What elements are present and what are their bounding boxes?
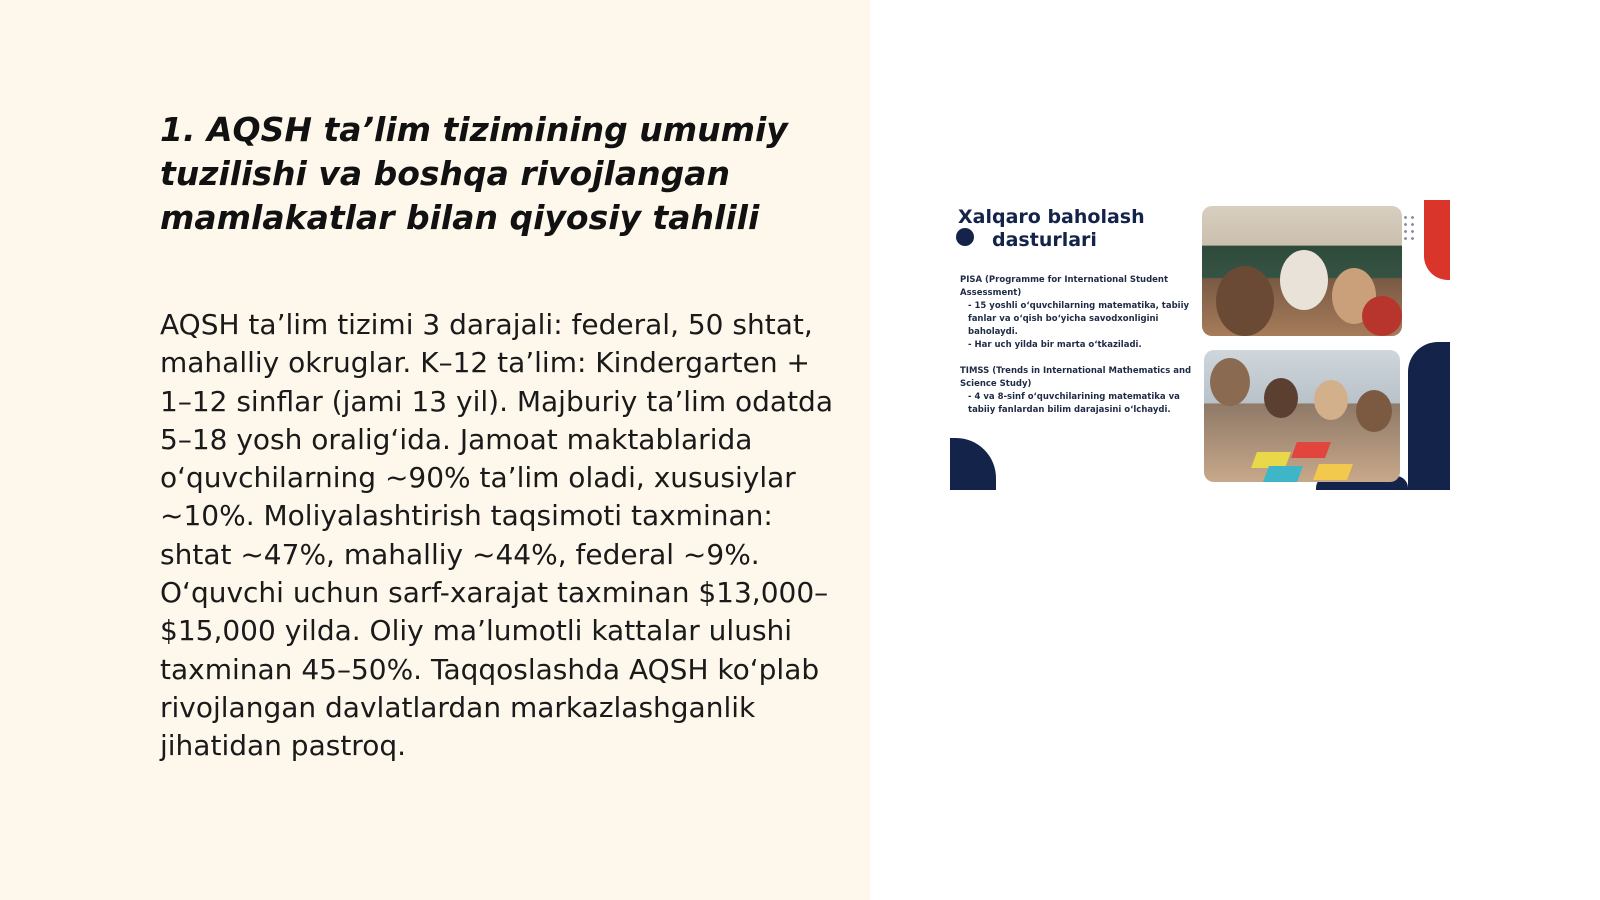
pisa-line-2: - Har uch yilda bir marta o‘tkaziladi. <box>968 340 1142 350</box>
slide-title: 1. AQSH ta’lim tizimining umumiy tuzilishi va boshqa rivojlangan mamlakatlar bilan qiyosiy tahlili <box>160 110 788 237</box>
pisa-line-1: - 15 yoshli o‘quvchilarning matematika, tabiiy fanlar va o‘qish bo‘yicha savodxonligini baholaydi. <box>968 301 1190 337</box>
pisa-heading: PISA (Programme for International Student Assessment) <box>960 275 1169 298</box>
slide-body-text: AQSH ta’lim tizimi 3 darajali: federal, 50 shtat, mahalliy okruglar. K–12 ta’lim: Kindergarten + 1–12 sinflar (jami 13 yil). Majburiy ta’lim odatda 5–18 yosh oralig‘ida. Jamoat maktablarida o‘quvchilarning ~90% ta’lim oladi, xususiylar ~10%. Moliyalashtirish taqsimoti taxminan: shtat ~47%, mahalliy ~44%, federal ~9%. O‘quvchi uchun sarf-xarajat taxminan $13,000–$15,000 yilda. Oliy ma’lumotli kattalar ulushi taxminan 45–50%. Taqqoslashda AQSH ko‘plab rivojlangan davlatlardan markazlashganlik jihatidan pastroq. <box>160 308 833 763</box>
image-title <box>958 206 1198 252</box>
navy-shape-decoration <box>1408 342 1450 490</box>
red-shape-decoration <box>1424 200 1450 280</box>
image-title-line-2: dasturlari <box>992 229 1097 251</box>
students-group-photo <box>1204 350 1400 482</box>
classroom-photo <box>1202 206 1402 336</box>
timss-heading: TIMSS (Trends in International Mathematics and Science Study) <box>960 366 1192 389</box>
image-title-line-1: Xalqaro baholash <box>958 206 1145 228</box>
navy-shape-decoration-left <box>950 438 996 490</box>
image-text-block <box>960 274 1192 417</box>
embedded-slide-image <box>950 200 1450 490</box>
timss-line-1: - 4 va 8-sinf o‘quvchilarining matematika va tabiiy fanlardan bilim darajasini o‘lchaydi. <box>968 392 1180 415</box>
